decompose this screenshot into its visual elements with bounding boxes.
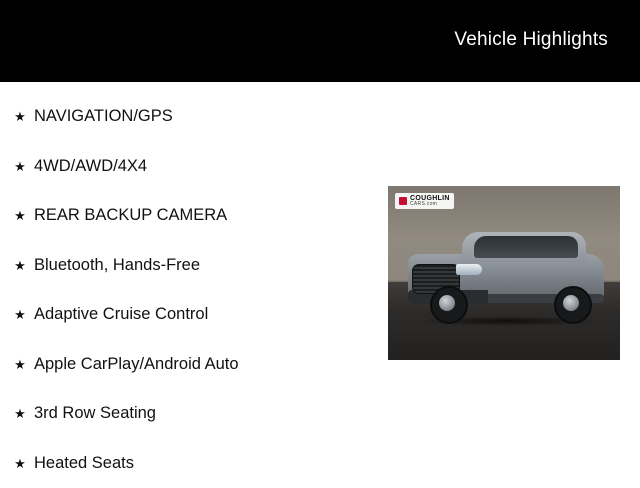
feature-label: Adaptive Cruise Control bbox=[30, 305, 208, 324]
vehicle-headlight bbox=[456, 264, 482, 275]
feature-label: NAVIGATION/GPS bbox=[30, 107, 173, 126]
star-bullet-icon: ★ bbox=[10, 110, 30, 123]
vehicle-front-wheel bbox=[430, 286, 468, 324]
star-bullet-icon: ★ bbox=[10, 358, 30, 371]
feature-label: Heated Seats bbox=[30, 454, 134, 473]
star-bullet-icon: ★ bbox=[10, 209, 30, 222]
vehicle-rear-wheel bbox=[554, 286, 592, 324]
list-item bbox=[0, 241, 380, 291]
vehicle-glass bbox=[474, 236, 578, 258]
dealer-logo-icon bbox=[399, 197, 407, 205]
dealer-watermark-text bbox=[410, 195, 450, 207]
vehicle-photo bbox=[388, 186, 620, 360]
header-bar bbox=[0, 0, 640, 82]
list-item bbox=[0, 191, 380, 241]
page-title: Vehicle Highlights bbox=[454, 29, 608, 51]
feature-label: Apple CarPlay/Android Auto bbox=[30, 355, 239, 374]
feature-label: REAR BACKUP CAMERA bbox=[30, 206, 227, 225]
feature-label: Bluetooth, Hands-Free bbox=[30, 256, 200, 275]
list-item bbox=[0, 92, 380, 142]
list-item bbox=[0, 389, 380, 439]
star-bullet-icon: ★ bbox=[10, 407, 30, 420]
feature-label: 4WD/AWD/4X4 bbox=[30, 157, 147, 176]
list-item bbox=[0, 340, 380, 390]
suv-illustration bbox=[404, 224, 608, 328]
dealer-watermark bbox=[395, 193, 454, 209]
dealer-domain: CARS.com bbox=[410, 202, 450, 207]
star-bullet-icon: ★ bbox=[10, 457, 30, 470]
star-bullet-icon: ★ bbox=[10, 160, 30, 173]
list-item bbox=[0, 439, 380, 488]
feature-label: 3rd Row Seating bbox=[30, 404, 156, 423]
features-list bbox=[0, 82, 380, 488]
star-bullet-icon: ★ bbox=[10, 308, 30, 321]
list-item bbox=[0, 142, 380, 192]
list-item bbox=[0, 290, 380, 340]
star-bullet-icon: ★ bbox=[10, 259, 30, 272]
dealer-name: COUGHLIN bbox=[410, 195, 450, 202]
